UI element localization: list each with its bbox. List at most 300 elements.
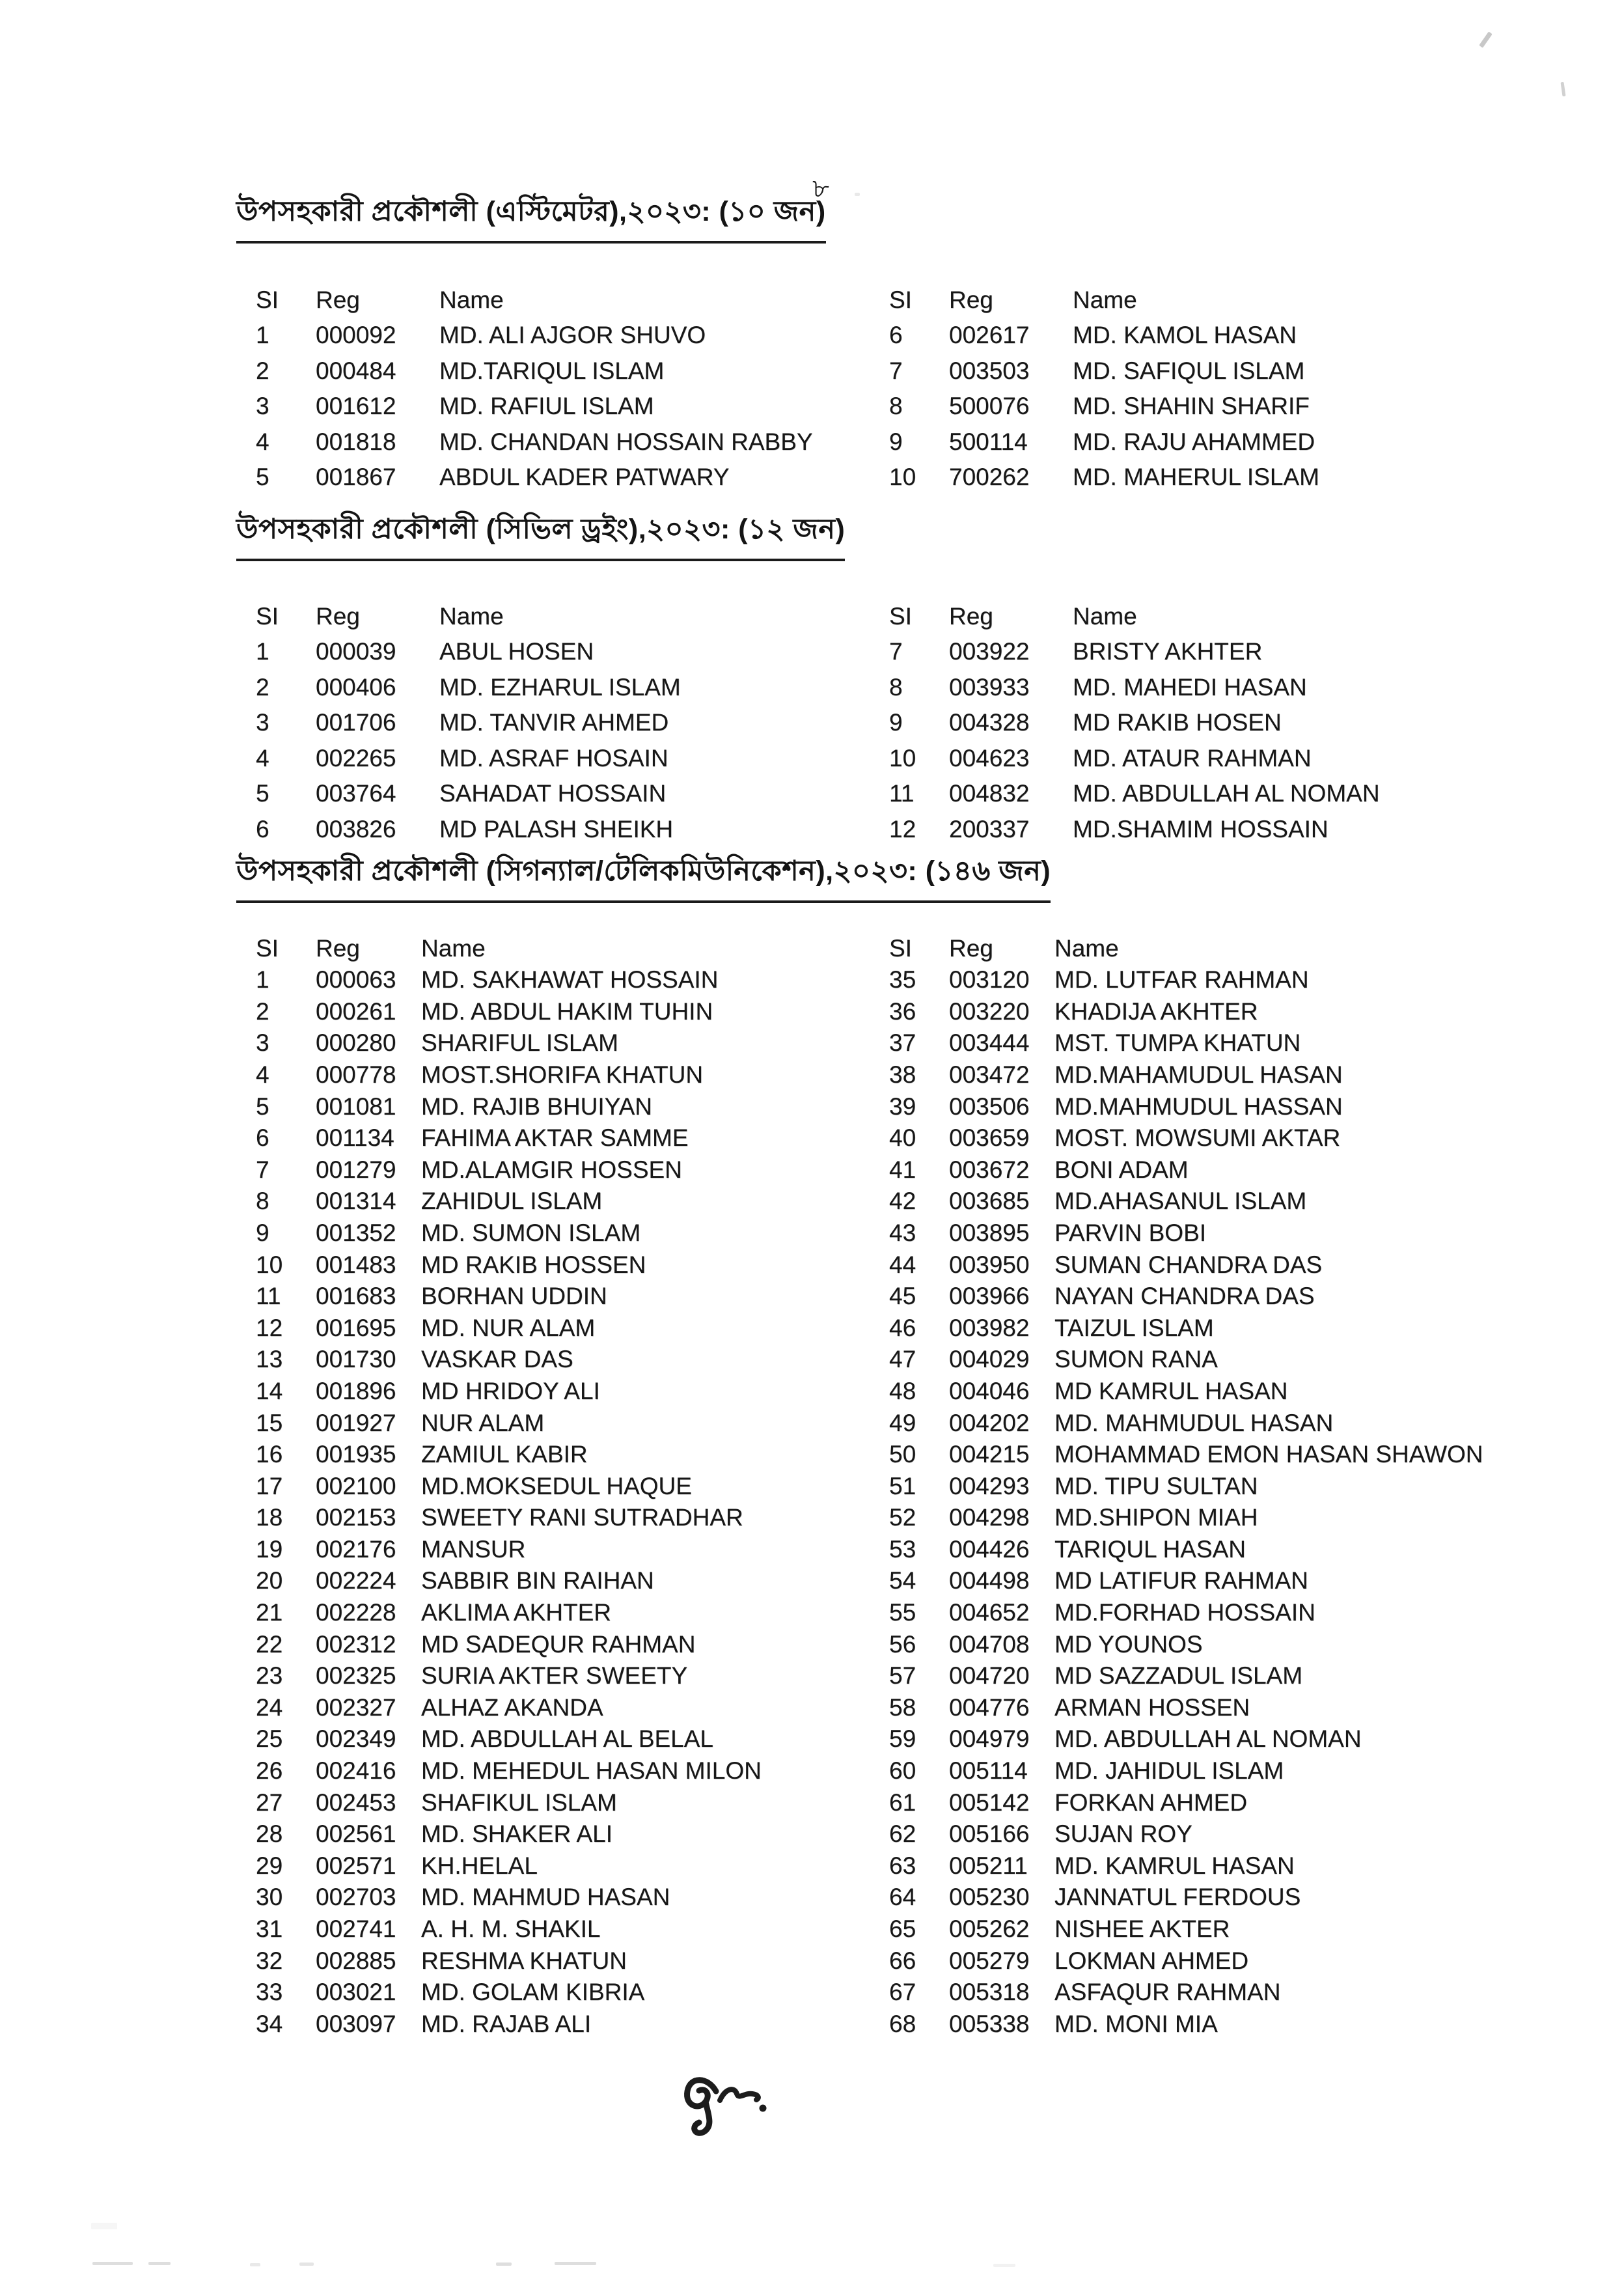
cell-reg: 004720 — [949, 1662, 1030, 1690]
cell-si: 47 — [889, 1346, 916, 1373]
cell-si: 51 — [889, 1472, 916, 1499]
cell-name: MD.AHASANUL ISLAM — [1054, 1188, 1307, 1215]
cell-reg: 002153 — [316, 1504, 396, 1531]
cell-si: 58 — [889, 1693, 916, 1721]
cell-reg: 000063 — [316, 966, 396, 994]
cell-name: MD PALASH SHEIKH — [439, 815, 674, 842]
cell-si: 62 — [889, 1820, 916, 1848]
cell-name: MD. RAJU AHAMMED — [1073, 428, 1315, 455]
cell-name: MD. SHAKER ALI — [421, 1820, 613, 1848]
cell-name: MOHAMMAD EMON HASAN SHAWON — [1054, 1441, 1483, 1468]
cell-name: MD.SHIPON MIAH — [1054, 1504, 1258, 1531]
cell-si: 63 — [889, 1852, 916, 1879]
cell-name: MD. JAHIDUL ISLAM — [1054, 1757, 1284, 1785]
column-header-reg: Reg — [316, 286, 360, 313]
table-row — [889, 807, 1489, 842]
cell-reg: 001683 — [316, 1283, 396, 1310]
cell-name: MD. MAHMUDUL HASAN — [1054, 1409, 1334, 1436]
cell-name: MD. CHANDAN HOSSAIN RABBY — [439, 428, 813, 455]
cell-si: 1 — [256, 638, 269, 665]
cell-name: MD SAZZADUL ISLAM — [1054, 1662, 1303, 1690]
cell-reg: 005318 — [949, 1979, 1030, 2006]
cell-reg: 001730 — [316, 1346, 396, 1373]
column-header-reg: Reg — [316, 934, 360, 962]
cell-reg: 001352 — [316, 1219, 396, 1246]
section-3-title: উপসহকারী প্রকৌশলী (সিগন্যাল/টেলিকমিউনিকেশন),২০২৩: (১৪৬ জন) — [236, 850, 1051, 903]
cell-reg: 001867 — [316, 464, 396, 490]
cell-name: MD. NUR ALAM — [421, 1314, 596, 1341]
table-row — [256, 1088, 877, 1120]
cell-reg: 001134 — [316, 1124, 394, 1152]
cell-name: MD.TARIQUL ISLAM — [439, 357, 665, 384]
cell-si: 24 — [256, 1693, 283, 1721]
table-row — [256, 1025, 877, 1057]
cell-si: 54 — [889, 1567, 916, 1594]
cell-si: 41 — [889, 1156, 916, 1183]
table-row — [256, 807, 895, 842]
cell-si: 1 — [256, 966, 269, 994]
table-row — [889, 1499, 1483, 1531]
cell-si: 9 — [889, 709, 903, 736]
table-row — [256, 455, 895, 491]
cell-name: MD YOUNOS — [1054, 1630, 1203, 1658]
table-row — [889, 1910, 1483, 1942]
table-header-row — [889, 594, 1489, 630]
table-row — [889, 1246, 1483, 1278]
cell-name: MD.SHAMIM HOSSAIN — [1073, 815, 1328, 842]
cell-name: MOST.SHORIFA KHATUN — [421, 1061, 704, 1088]
cell-si: 3 — [256, 393, 269, 419]
cell-name: BONI ADAM — [1054, 1156, 1189, 1183]
cell-name: MD. TANVIR AHMED — [439, 709, 669, 736]
cell-reg: 004328 — [949, 709, 1030, 736]
cell-reg: 002885 — [316, 1947, 396, 1974]
table-row — [256, 1752, 877, 1784]
cell-si: 35 — [889, 966, 916, 994]
table-row — [889, 1689, 1483, 1721]
scan-artifact — [250, 2263, 260, 2266]
table-row — [889, 1341, 1483, 1373]
cell-si: 5 — [256, 464, 269, 490]
cell-reg: 000406 — [316, 673, 396, 701]
cell-name: MOST. MOWSUMI AKTAR — [1054, 1124, 1341, 1152]
cell-name: MD. KAMRUL HASAN — [1054, 1852, 1295, 1879]
cell-si: 20 — [256, 1567, 283, 1594]
cell-name: MD. MAHERUL ISLAM — [1073, 464, 1319, 490]
table-row — [256, 1879, 877, 1911]
cell-name: MD LATIFUR RAHMAN — [1054, 1567, 1308, 1594]
cell-name: ABDUL KADER PATWARY — [439, 464, 730, 490]
cell-si: 3 — [256, 1029, 269, 1057]
cell-name: ZAMIUL KABIR — [421, 1441, 588, 1468]
table-header-row — [256, 930, 877, 962]
table-row — [889, 313, 1489, 349]
cell-reg: 002416 — [316, 1757, 396, 1785]
cell-reg: 001927 — [316, 1409, 396, 1436]
cell-si: 5 — [256, 780, 269, 807]
cell-reg: 004832 — [949, 780, 1030, 807]
cell-name: SABBIR BIN RAIHAN — [421, 1567, 654, 1594]
cell-name: BRISTY AKHTER — [1073, 638, 1263, 665]
cell-reg: 002453 — [316, 1789, 396, 1816]
table-row — [889, 1847, 1483, 1879]
table-row — [889, 1151, 1483, 1183]
table-row — [256, 701, 895, 736]
scan-artifact — [1479, 31, 1493, 48]
cell-name: MD. MAHEDI HASAN — [1073, 673, 1307, 701]
table-row — [256, 1309, 877, 1341]
scan-artifact — [148, 2262, 171, 2265]
cell-si: 44 — [889, 1251, 916, 1278]
cell-name: LOKMAN AHMED — [1054, 1947, 1249, 1974]
table-row — [889, 1594, 1483, 1626]
cell-si: 53 — [889, 1535, 916, 1563]
table-row — [889, 1214, 1483, 1246]
table-row — [256, 419, 895, 455]
cell-name: FAHIMA AKTAR SAMME — [421, 1124, 689, 1152]
cell-name: SUMAN CHANDRA DAS — [1054, 1251, 1323, 1278]
column-header-reg: Reg — [949, 934, 993, 962]
cell-name: MD RAKIB HOSEN — [1073, 709, 1282, 736]
table-row — [256, 993, 877, 1025]
cell-reg: 002617 — [949, 322, 1030, 348]
table-row — [889, 1088, 1483, 1120]
column-header-reg: Reg — [316, 602, 360, 630]
cell-si: 48 — [889, 1377, 916, 1404]
cell-si: 59 — [889, 1725, 916, 1753]
cell-reg: 002312 — [316, 1630, 396, 1658]
cell-reg: 000280 — [316, 1029, 396, 1057]
table-header-row — [256, 594, 895, 630]
cell-reg: 004708 — [949, 1630, 1030, 1658]
table-row — [256, 313, 895, 349]
cell-si: 55 — [889, 1599, 916, 1626]
cell-si: 60 — [889, 1757, 916, 1785]
cell-reg: 002224 — [316, 1567, 396, 1594]
cell-reg: 002228 — [316, 1599, 396, 1626]
cell-name: NUR ALAM — [421, 1409, 545, 1436]
cell-si: 66 — [889, 1947, 916, 1974]
cell-reg: 500076 — [949, 393, 1030, 419]
cell-si: 9 — [889, 428, 903, 455]
cell-reg: 002327 — [316, 1693, 396, 1721]
table-row — [256, 1183, 877, 1215]
cell-si: 38 — [889, 1061, 916, 1088]
table-row — [256, 1531, 877, 1563]
cell-si: 7 — [889, 357, 903, 384]
cell-reg: 002349 — [316, 1725, 396, 1753]
cell-name: MD. MEHEDUL HASAN MILON — [421, 1757, 762, 1785]
cell-reg: 002176 — [316, 1535, 396, 1563]
cell-reg: 003506 — [949, 1093, 1030, 1120]
cell-si: 7 — [256, 1156, 269, 1183]
cell-reg: 004293 — [949, 1472, 1030, 1499]
scan-artifact — [92, 2262, 133, 2265]
cell-name: MD KAMRUL HASAN — [1054, 1377, 1288, 1404]
cell-si: 10 — [256, 1251, 283, 1278]
table-row — [889, 1309, 1483, 1341]
cell-name: MD. RAJIB BHUIYAN — [421, 1093, 652, 1120]
cell-name: MD.MAHAMUDUL HASAN — [1054, 1061, 1343, 1088]
table-row — [256, 1594, 877, 1626]
cell-si: 42 — [889, 1188, 916, 1215]
table-row — [256, 1689, 877, 1721]
cell-name: MD. KAMOL HASAN — [1073, 322, 1297, 348]
section-2-title: উপসহকারী প্রকৌশলী (সিভিল ড্রইং),২০২৩: (১২ জন) — [236, 508, 845, 561]
table-row — [889, 1468, 1483, 1499]
cell-si: 30 — [256, 1884, 283, 1911]
cell-reg: 000039 — [316, 638, 396, 665]
column-header-name: Name — [439, 602, 504, 630]
cell-si: 17 — [256, 1472, 283, 1499]
table-row — [889, 962, 1483, 994]
table-row — [256, 1658, 877, 1690]
cell-si: 29 — [256, 1852, 283, 1879]
table-row — [889, 772, 1489, 807]
cell-si: 8 — [256, 1188, 269, 1215]
cell-reg: 003685 — [949, 1188, 1030, 1215]
cell-name: JANNATUL FERDOUS — [1054, 1884, 1301, 1911]
cell-name: AKLIMA AKHTER — [421, 1599, 611, 1626]
cell-reg: 003659 — [949, 1124, 1030, 1152]
table-row — [889, 1183, 1483, 1215]
table-row — [889, 1025, 1483, 1057]
cell-reg: 004426 — [949, 1535, 1030, 1563]
cell-reg: 005211 — [949, 1852, 1028, 1879]
cell-name: MD. MONI MIA — [1054, 2010, 1218, 2037]
table-row — [889, 736, 1489, 772]
cell-name: MD. ABDULLAH AL NOMAN — [1073, 780, 1380, 807]
cell-name: NISHEE AKTER — [1054, 1915, 1230, 1942]
cell-reg: 001483 — [316, 1251, 396, 1278]
cell-reg: 003966 — [949, 1283, 1030, 1310]
cell-reg: 003021 — [316, 1979, 396, 2006]
table-row — [889, 1120, 1483, 1152]
cell-si: 1 — [256, 322, 269, 348]
column-header-si: SI — [889, 934, 912, 962]
cell-si: 8 — [889, 393, 903, 419]
cell-reg: 003097 — [316, 2010, 396, 2037]
column-header-name: Name — [439, 286, 504, 313]
cell-name: MD SADEQUR RAHMAN — [421, 1630, 696, 1658]
table-row — [256, 348, 895, 384]
table-row — [889, 419, 1489, 455]
table-row — [889, 1658, 1483, 1690]
table-header-row — [889, 930, 1483, 962]
cell-si: 2 — [256, 673, 269, 701]
cell-reg: 000092 — [316, 322, 396, 348]
cell-reg: 003950 — [949, 1251, 1030, 1278]
cell-reg: 004029 — [949, 1346, 1030, 1373]
cell-reg: 005230 — [949, 1884, 1030, 1911]
cell-si: 46 — [889, 1314, 916, 1341]
table-row — [889, 1436, 1483, 1468]
cell-name: KH.HELAL — [421, 1852, 538, 1879]
cell-si: 26 — [256, 1757, 283, 1785]
section-2-left-table — [256, 594, 895, 842]
table-row — [889, 665, 1489, 701]
cell-si: 43 — [889, 1219, 916, 1246]
cell-name: SUMON RANA — [1054, 1346, 1218, 1373]
cell-reg: 001612 — [316, 393, 396, 419]
cell-reg: 003933 — [949, 673, 1030, 701]
cell-name: MD. LUTFAR RAHMAN — [1054, 966, 1309, 994]
cell-reg: 003120 — [949, 966, 1030, 994]
cell-si: 10 — [889, 744, 916, 772]
cell-reg: 005142 — [949, 1789, 1030, 1816]
cell-name: MST. TUMPA KHATUN — [1054, 1029, 1301, 1057]
cell-si: 6 — [256, 815, 269, 842]
cell-reg: 005114 — [949, 1757, 1028, 1785]
table-row — [889, 348, 1489, 384]
cell-name: BORHAN UDDIN — [421, 1283, 607, 1310]
cell-si: 3 — [256, 709, 269, 736]
cell-name: SURIA AKTER SWEETY — [421, 1662, 688, 1690]
cell-name: MD. SAKHAWAT HOSSAIN — [421, 966, 719, 994]
table-row — [889, 1974, 1483, 2006]
table-row — [256, 1721, 877, 1753]
table-row — [889, 1056, 1483, 1088]
cell-name: MD. ABDUL HAKIM TUHIN — [421, 997, 713, 1025]
cell-name: MD.MOKSEDUL HAQUE — [421, 1472, 692, 1499]
table-row — [256, 1436, 877, 1468]
cell-reg: 004202 — [949, 1409, 1030, 1436]
cell-si: 2 — [256, 997, 269, 1025]
cell-reg: 001935 — [316, 1441, 396, 1468]
scan-artifact — [993, 2264, 1015, 2267]
table-row — [256, 772, 895, 807]
table-row — [256, 962, 877, 994]
scan-artifact — [496, 2262, 512, 2266]
cell-si: 5 — [256, 1093, 269, 1120]
table-row — [889, 1626, 1483, 1658]
cell-reg: 003672 — [949, 1156, 1030, 1183]
table-row — [256, 1056, 877, 1088]
table-row — [256, 1942, 877, 1974]
cell-name: VASKAR DAS — [421, 1346, 573, 1373]
cell-reg: 005338 — [949, 2010, 1030, 2037]
cell-name: NAYAN CHANDRA DAS — [1054, 1283, 1315, 1310]
scan-artifact — [299, 2262, 314, 2266]
table-row — [889, 1879, 1483, 1911]
table-row — [256, 1372, 877, 1404]
cell-si: 27 — [256, 1789, 283, 1816]
scan-artifact — [91, 2223, 117, 2229]
column-header-name: Name — [1054, 934, 1119, 962]
cell-reg: 004623 — [949, 744, 1030, 772]
table-row — [256, 2005, 877, 2037]
cell-si: 8 — [889, 673, 903, 701]
cell-reg: 002100 — [316, 1472, 396, 1499]
cell-reg: 004979 — [949, 1725, 1030, 1753]
cell-reg: 004776 — [949, 1693, 1030, 1721]
table-row — [256, 1499, 877, 1531]
cell-si: 33 — [256, 1979, 283, 2006]
cell-name: MD. ASRAF HOSAIN — [439, 744, 668, 772]
cell-name: KHADIJA AKHTER — [1054, 997, 1258, 1025]
cell-si: 28 — [256, 1820, 283, 1848]
cell-name: MD. RAJAB ALI — [421, 2010, 592, 2037]
table-row — [256, 1816, 877, 1848]
cell-si: 12 — [256, 1314, 283, 1341]
cell-name: A. H. M. SHAKIL — [421, 1915, 601, 1942]
cell-si: 11 — [256, 1283, 281, 1310]
cell-si: 10 — [889, 464, 916, 490]
table-header-row — [889, 277, 1489, 313]
cell-si: 39 — [889, 1093, 916, 1120]
table-row — [256, 1563, 877, 1594]
cell-name: MD.FORHAD HOSSAIN — [1054, 1599, 1315, 1626]
cell-name: MD. EZHARUL ISLAM — [439, 673, 681, 701]
cell-reg: 004652 — [949, 1599, 1030, 1626]
cell-name: MD. MAHMUD HASAN — [421, 1884, 670, 1911]
cell-reg: 000778 — [316, 1061, 396, 1088]
table-row — [256, 1468, 877, 1499]
column-header-si: SI — [256, 934, 279, 962]
scan-artifact — [555, 2262, 596, 2265]
cell-name: SHAFIKUL ISLAM — [421, 1789, 617, 1816]
cell-reg: 001818 — [316, 428, 396, 455]
column-header-reg: Reg — [949, 602, 993, 630]
cell-si: 11 — [889, 780, 915, 807]
cell-name: RESHMA KHATUN — [421, 1947, 627, 1974]
cell-si: 49 — [889, 1409, 916, 1436]
cell-si: 56 — [889, 1630, 916, 1658]
cell-si: 16 — [256, 1441, 283, 1468]
cell-reg: 004298 — [949, 1504, 1030, 1531]
table-header-row — [256, 277, 895, 313]
cell-reg: 005166 — [949, 1820, 1030, 1848]
cell-si: 22 — [256, 1630, 283, 1658]
table-row — [256, 1278, 877, 1310]
cell-name: MANSUR — [421, 1535, 526, 1563]
cell-reg: 001314 — [316, 1188, 396, 1215]
cell-name: MD. ALI AJGOR SHUVO — [439, 322, 706, 348]
cell-si: 6 — [256, 1124, 269, 1152]
cell-reg: 003472 — [949, 1061, 1030, 1088]
table-row — [256, 1151, 877, 1183]
cell-si: 4 — [256, 1061, 269, 1088]
cell-reg: 003764 — [316, 780, 396, 807]
cell-name: PARVIN BOBI — [1054, 1219, 1207, 1246]
cell-si: 45 — [889, 1283, 916, 1310]
cell-reg: 005262 — [949, 1915, 1030, 1942]
table-row — [889, 701, 1489, 736]
cell-si: 36 — [889, 997, 916, 1025]
cell-si: 67 — [889, 1979, 916, 2006]
column-header-name: Name — [421, 934, 486, 962]
table-row — [256, 1214, 877, 1246]
cell-si: 31 — [256, 1915, 283, 1942]
table-row — [256, 1120, 877, 1152]
cell-name: MD. SUMON ISLAM — [421, 1219, 641, 1246]
column-header-reg: Reg — [949, 286, 993, 313]
cell-reg: 002571 — [316, 1852, 396, 1879]
table-row — [889, 1404, 1483, 1436]
cell-si: 65 — [889, 1915, 916, 1942]
cell-si: 57 — [889, 1662, 916, 1690]
cell-si: 25 — [256, 1725, 283, 1753]
table-row — [889, 1816, 1483, 1848]
cell-reg: 003922 — [949, 638, 1030, 665]
scan-artifact — [1560, 82, 1565, 96]
cell-si: 4 — [256, 744, 269, 772]
cell-name: MD. ATAUR RAHMAN — [1073, 744, 1312, 772]
cell-name: TAIZUL ISLAM — [1054, 1314, 1214, 1341]
cell-name: ALHAZ AKANDA — [421, 1693, 603, 1721]
cell-reg: 003982 — [949, 1314, 1030, 1341]
cell-name: ZAHIDUL ISLAM — [421, 1188, 603, 1215]
